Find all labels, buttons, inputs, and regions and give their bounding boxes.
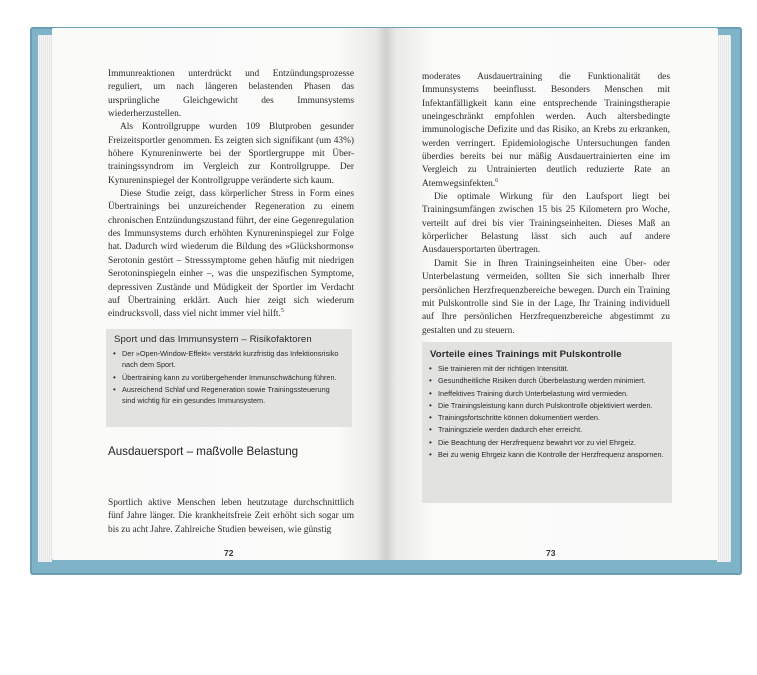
right-body-text bbox=[422, 71, 670, 338]
list-item: • Ausreichend Schlaf und Regeneration sowie Trainingssteuerung sind wichtig für ein gesundes Immunsystem. bbox=[122, 384, 344, 407]
list-item: • Sie trainieren mit der richtigen Intensität. bbox=[438, 363, 664, 374]
footnote-marker: 5 bbox=[280, 308, 284, 315]
paragraph: Die optimale Wirkung für den Laufsport liegt bei Trainingsumfängen zwischen 15 bis 25 Kilometern pro Woche, verteilt auf drei bis vier Trainingseinheiten. Dieses Maß an körperlicher Belastung lässt sich auch auf andere Ausdauersportarten übertragen. bbox=[422, 192, 670, 256]
right-page bbox=[386, 28, 718, 560]
list-item: • Bei zu wenig Ehrgeiz kann die Kontrolle der Herzfrequenz anspornen. bbox=[438, 449, 664, 460]
page-number-right: 73 bbox=[546, 548, 556, 558]
pulse-training-list bbox=[422, 363, 672, 460]
risk-factors-title: Sport und das Immunsystem – Risikofaktoren bbox=[114, 334, 312, 345]
risk-factors-box bbox=[106, 329, 352, 427]
pulse-training-box bbox=[422, 342, 672, 503]
risk-factors-list bbox=[106, 348, 352, 406]
paragraph: Immunreaktionen unterdrückt und Entzündungsprozesse reguliert, um nach längeren belastenden Phasen das ursprüngliche Gleichgewicht des Immunsystems wiederherzustellen. bbox=[108, 69, 354, 120]
paragraph: Diese Studie zeigt, dass körperlicher Stress in Form eines Übertrainings bei unzureichender Regeneration zu einem chronischen Entzündungszustand führt, der eine Gegenregulation des Immunsystems durch erhöhten Kynureninspiegel zur Folge hat. Dadurch wird wiederum die Bildung des »Glückshormons« Serotonin gestört – Stresssymptome gehen häufig mit niedrigen Serotoninspiegeln einher –, was die unspezifischen Symptome, depressiven Zustände und Müdigkeit der Sportler im Verdacht auf Übertraining erklärt. Auch hier zeigt sich wiederum eindrucksvoll, dass viel nicht immer viel hilft.$^5$ bbox=[108, 189, 354, 320]
pulse-training-title: Vorteile eines Trainings mit Pulskontrolle bbox=[430, 349, 622, 360]
left-page bbox=[52, 28, 386, 560]
list-item: • Trainingsziele werden dadurch eher erreicht. bbox=[438, 424, 664, 435]
paragraph: Als Kontrollgruppe wurden 109 Blutproben gesunder Freizeitsportler genommen. Es zeigten sich signifikant (um 43%) höhere Kynureninwerte bei der Sportlergruppe mit Über- trainingssyndrom im Vergleich zur Kontrollgruppe. Der Kynureninspiegel der Kontrollgruppe veränderte sich kaum. bbox=[108, 122, 354, 186]
left-body-text bbox=[108, 68, 354, 322]
paragraph: Sportlich aktive Menschen leben heutzutage durchschnittlich fünf Jahre länger. Die krankheitsfreie Zeit erhöht sich sogar um bis zu acht Jahre. Zahlreiche Studien beweisen, wie günstig bbox=[108, 498, 354, 535]
paragraph: Damit Sie in Ihren Trainingseinheiten eine Über- oder Unterbelastung vermeiden, sollten Sie sich innerhalb Ihrer persönlichen Herzfrequenzbereiche bewegen. Durch ein Training mit Pulskontrolle sind Sie in der Lage, Ihr Training individuell auf Ihre persönlichen Herzfrequenzbereiche abgestimmt zu gestalten und zu steuern. bbox=[422, 258, 670, 336]
list-item: • Ineffektives Training durch Unterbelastung wird vermieden. bbox=[438, 388, 664, 399]
list-item: • Die Trainingsleistung kann durch Pulskontrolle objektiviert werden. bbox=[438, 400, 664, 411]
page-edges-right bbox=[717, 35, 731, 562]
footnote-marker: 6 bbox=[495, 177, 499, 184]
page-number-left: 72 bbox=[224, 548, 234, 558]
list-item: • Der »Open-Window-Effekt« verstärkt kurzfristig das Infektionsrisiko nach dem Sport. bbox=[122, 348, 344, 371]
list-item: • Die Beachtung der Herzfrequenz bewahrt vor zu viel Ehrgeiz. bbox=[438, 437, 664, 448]
left-section-text bbox=[108, 497, 354, 537]
list-item: • Übertraining kann zu vorübergehender Immunschwächung führen. bbox=[122, 372, 344, 383]
paragraph: moderates Ausdauertraining die Funktionalität des Immunsystems beeinflusst. Besonders Menschen mit Infektanfälligkeit kann eine entsprechende Trainingstherapie uneingeschränkt empfohlen werden. Auch altersbedingte immunologische Defizite und das Risiko, an Krebs zu erkranken, werden verringert. Epidemiologische Untersuchungen fanden überdies bereits bei nur mäßig Ausdauertrainierten eine im Vergleich zu Untrainierten deutlich reduzierte Rate an Atemwegsinfekten.$^6$ bbox=[422, 72, 670, 189]
list-item: • Trainingsfortschritte können dokumentiert werden. bbox=[438, 412, 664, 423]
page-edges-left bbox=[38, 35, 52, 562]
section-heading: Ausdauersport – maßvolle Belastung bbox=[108, 445, 299, 458]
list-item: • Gesundheitliche Risiken durch Überbelastung werden minimiert. bbox=[438, 375, 664, 386]
